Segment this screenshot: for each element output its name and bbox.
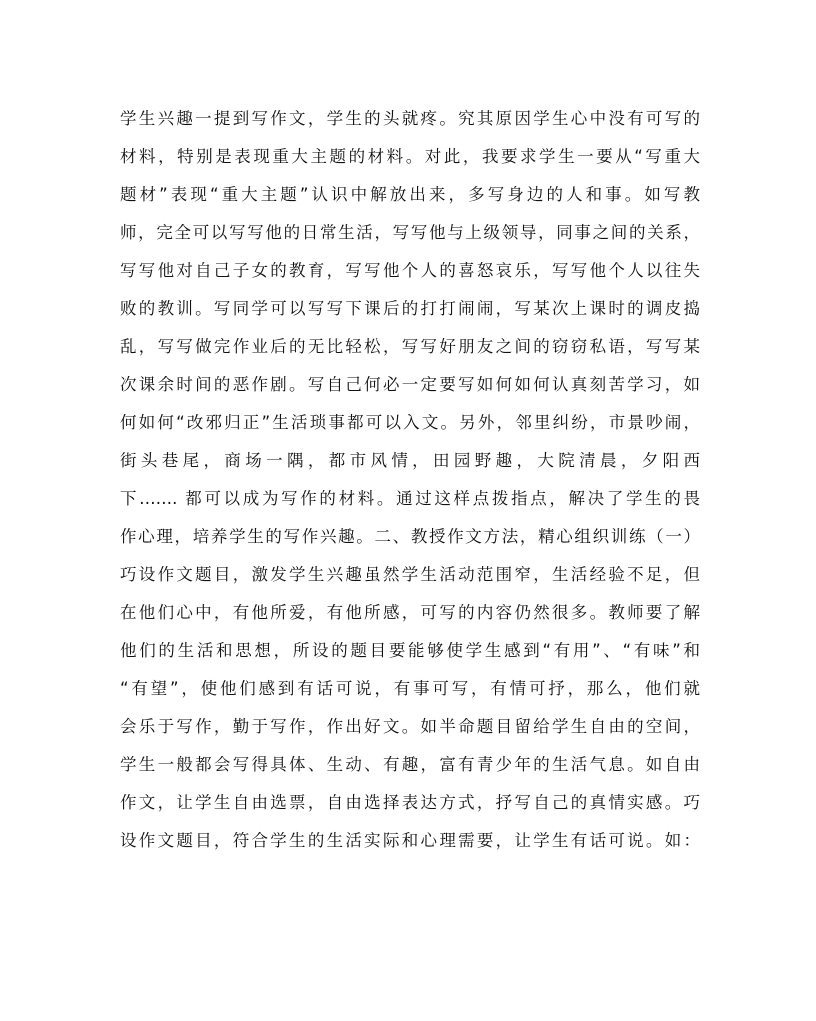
text-line: 作心理，培养学生的写作兴趣。二、教授作文方法，精心组织训练（一） <box>120 527 700 546</box>
text-line: 学生兴趣一提到写作文，学生的头就疼。究其原因学生心中没有可写的 <box>120 109 700 128</box>
text-line: 写写他对自己子女的教育，写写他个人的喜怒哀乐，写写他个人以往失 <box>120 261 700 280</box>
text-line: 师，完全可以写写他的日常生活，写写他与上级领导，同事之间的关系， <box>120 223 700 242</box>
text-line: 败的教训。写同学可以写写下课后的打打闹闹，写某次上课时的调皮捣 <box>120 299 700 318</box>
text-line: 题材”表现“重大主题”认识中解放出来，多写身边的人和事。如写教 <box>120 185 700 204</box>
text-line: 他们的生活和思想，所设的题目要能够使学生感到“有用”、“有味”和 <box>120 641 700 660</box>
text-line: 乱，写写做完作业后的无比轻松，写写好朋友之间的窃窃私语，写写某 <box>120 337 700 356</box>
text-line: 会乐于写作，勤于写作，作出好文。如半命题目留给学生自由的空间， <box>120 717 700 736</box>
text-line: 街头巷尾，商场一隅，都市风情，田园野趣，大院清晨，夕阳西 <box>120 451 700 470</box>
text-line: 巧设作文题目，激发学生兴趣虽然学生活动范围窄，生活经验不足，但 <box>120 565 700 584</box>
text-line: 设作文题目，符合学生的生活实际和心理需要，让学生有话可说。如： <box>120 831 700 850</box>
text-line: 下……. 都可以成为写作的材料。通过这样点拨指点，解决了学生的畏 <box>120 489 700 508</box>
text-line: 材料，特别是表现重大主题的材料。对此，我要求学生一要从“写重大 <box>120 147 700 166</box>
text-line: 在他们心中，有他所爱，有他所感，可写的内容仍然很多。教师要了解 <box>120 603 700 622</box>
text-line: “有望”，使他们感到有话可说，有事可写，有情可抒，那么，他们就 <box>120 679 700 698</box>
text-line: 学生一般都会写得具体、生动、有趣，富有青少年的生活气息。如自由 <box>120 755 700 774</box>
text-line: 何如何“改邪归正”生活琐事都可以入文。另外，邻里纠纷，市景吵闹， <box>120 413 700 432</box>
text-line: 作文，让学生自由选票，自由选择表达方式，抒写自己的真情实感。巧 <box>120 793 700 812</box>
text-line: 次课余时间的恶作剧。写自己何必一定要写如何如何认真刻苦学习，如 <box>120 375 700 394</box>
